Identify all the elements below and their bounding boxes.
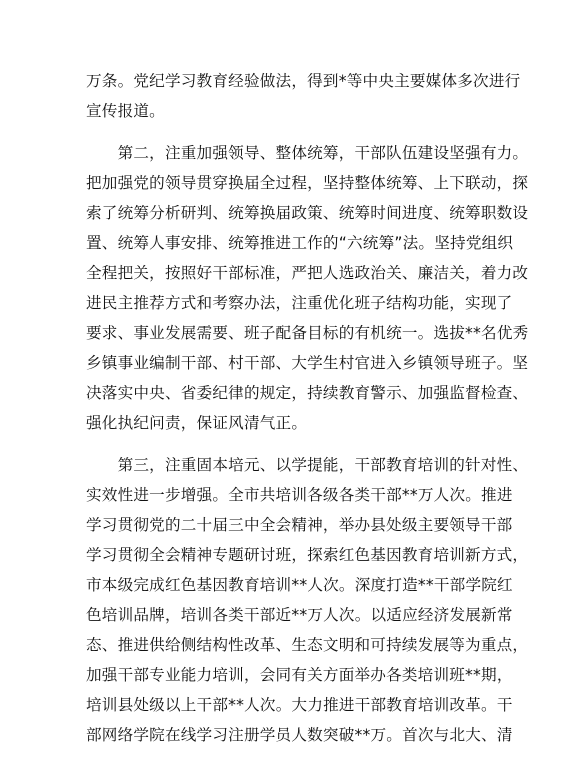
text-line: 索了统筹分析研判、统筹换届政策、统筹时间进度、统筹职数设 (86, 204, 529, 222)
text-line: 万条。党纪学习教育经验做法，得到*等中央主要媒体多次进行 (86, 72, 521, 90)
text-line: 培训县处级以上干部**人次。大力推进干部教育培训改革。干 (86, 696, 513, 714)
text-line: 全程把关，按照好干部标准，严把人选政治关、廉洁关，着力改 (86, 264, 529, 282)
paragraph-3 (86, 450, 529, 750)
text-line: 把加强党的领导贯穿换届全过程，坚持整体统筹、上下联动，探 (86, 174, 529, 192)
paragraph-2 (86, 138, 529, 438)
text-line: 强化执纪问责，保证风清气正。 (86, 414, 308, 432)
text-line: 学习贯彻党的二十届三中全会精神，举办县处级主要领导干部 (86, 516, 513, 534)
text-line: 乡镇事业编制干部、村干部、大学生村官进入乡镇领导班子。坚 (86, 354, 529, 372)
text-line: 第三，注重固本培元、以学提能，干部教育培训的针对性、 (86, 456, 529, 474)
text-line: 实效性进一步增强。全市共培训各级各类干部**万人次。推进 (86, 486, 513, 504)
text-line: 宣传报道。 (86, 102, 165, 120)
text-line: 部网络学院在线学习注册学员人数突破**万。首次与北大、清 (86, 726, 513, 744)
text-line: 进民主推荐方式和考察办法，注重优化班子结构功能，实现了 (86, 294, 513, 312)
text-line: 态、推进供给侧结构性改革、生态文明和可持续发展等为重点， (86, 636, 529, 654)
paragraph-1 (86, 66, 521, 126)
text-line: 学习贯彻全会精神专题研讨班，探索红色基因教育培训新方式， (86, 546, 529, 564)
text-line: 置、统筹人事安排、统筹推进工作的“六统筹”法。坚持党组织 (86, 234, 514, 252)
text-line: 加强干部专业能力培训，会同有关方面举办各类培训班**期， (86, 666, 513, 684)
text-line: 第二，注重加强领导、整体统筹，干部队伍建设坚强有力。 (86, 144, 529, 162)
document-page (86, 66, 529, 750)
text-line: 决落实中央、省委纪律的规定，持续教育警示、加强监督检查、 (86, 384, 529, 402)
text-line: 市本级完成红色基因教育培训**人次。深度打造**干部学院红 (86, 576, 513, 594)
text-line: 要求、事业发展需要、班子配备目标的有机统一。选拔**名优秀 (86, 324, 529, 342)
text-line: 色培训品牌，培训各类干部近**万人次。以适应经济发展新常 (86, 606, 513, 624)
